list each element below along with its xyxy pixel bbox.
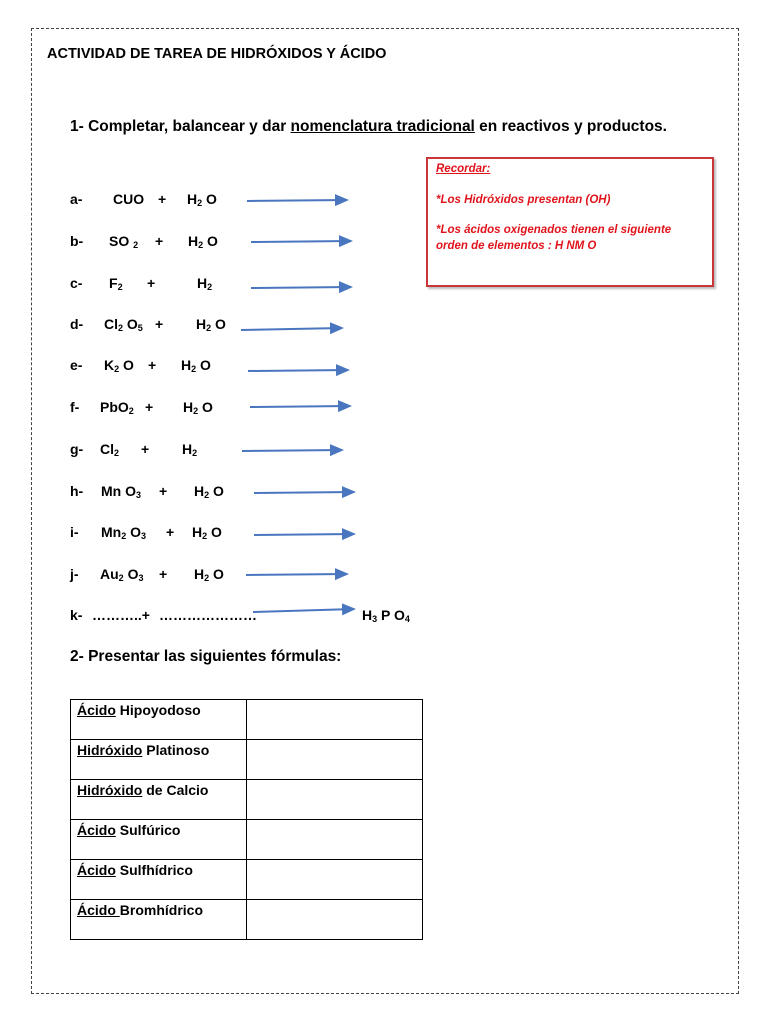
reactant-1: $K_2$ O	[104, 357, 134, 374]
formula-answer-cell[interactable]	[247, 820, 423, 860]
formula-name: Ácido Bromhídrico	[71, 900, 247, 940]
reminder-line-1: *Los Hidróxidos presentan (OH)	[436, 194, 611, 206]
table-row	[71, 780, 423, 820]
reminder-title: Recordar:	[436, 163, 491, 175]
reaction-label: h-	[70, 483, 84, 499]
question-1-prefix: 1- Completar, balancear y dar	[70, 118, 291, 135]
page-title: ACTIVIDAD DE TAREA DE HIDRÓXIDOS Y ÁCIDO	[47, 46, 387, 62]
reactant-2: $H_2$ O	[194, 483, 224, 500]
formula-answer-cell[interactable]	[247, 740, 423, 780]
right-arrow-icon	[254, 492, 354, 493]
right-arrow-icon	[248, 370, 348, 371]
reactant-1: $Au_2$ $O_3$	[100, 566, 144, 583]
plus-sign: +	[141, 441, 150, 457]
reminder-line-2: *Los ácidos oxigenados tienen el siguiente orden de elementos : H NM O	[436, 224, 672, 252]
right-arrow-icon	[253, 609, 354, 612]
plus-sign: +	[155, 233, 164, 249]
table-row	[71, 820, 423, 860]
formula-name: Hidróxido de Calcio	[71, 780, 247, 820]
formula-answer-cell[interactable]	[247, 780, 423, 820]
reactant-1: $F_2$	[109, 275, 123, 292]
formula-answer-cell[interactable]	[247, 700, 423, 740]
reaction-label: i-	[70, 524, 79, 540]
right-arrow-icon	[241, 328, 342, 330]
reactant-1: SO $_2$	[109, 233, 139, 250]
reactant-2: $H_2$ O	[181, 357, 211, 374]
question-2: 2- Presentar las siguientes fórmulas:	[70, 648, 342, 665]
question-1-underlined: nomenclatura tradicional	[290, 118, 475, 135]
reaction-label: g-	[70, 441, 84, 457]
formulas-table	[70, 699, 423, 940]
table-row	[71, 740, 423, 780]
reactant-2: $H_2$	[182, 441, 198, 458]
reactant-2: $H_2$ O	[196, 316, 226, 333]
reaction-label: e-	[70, 357, 83, 373]
right-arrow-icon	[247, 200, 347, 201]
table-row	[71, 700, 423, 740]
plus-sign: +	[145, 399, 154, 415]
reactant-1: $Mn_2$ $O_3$	[101, 524, 147, 541]
right-arrow-icon	[246, 574, 347, 575]
reactant-1: Mn $O_3$	[101, 483, 142, 500]
product: $H_3$ P $O_4$	[362, 607, 410, 624]
reaction-label: f-	[70, 399, 80, 415]
formula-name: Hidróxido Platinoso	[71, 740, 247, 780]
reactant-2: $H_2$ O	[194, 566, 224, 583]
formula-name: Ácido Sulfhídrico	[71, 860, 247, 900]
right-arrow-icon	[250, 406, 350, 407]
reaction-label: c-	[70, 275, 83, 291]
blank-reactant-1: ………..+	[92, 607, 150, 623]
plus-sign: +	[159, 566, 168, 582]
right-arrow-icon	[251, 241, 351, 242]
formula-name: Ácido Sulfúrico	[71, 820, 247, 860]
right-arrow-icon	[251, 287, 351, 288]
reactant-1: PbO$_2$	[100, 399, 134, 416]
table-row	[71, 900, 423, 940]
table-row	[71, 860, 423, 900]
reactant-1: $Cl_2$	[100, 441, 120, 458]
reactant-1: CUO	[113, 191, 145, 207]
reactant-1: $Cl_2$ $O_5$	[104, 316, 143, 333]
reaction-label: d-	[70, 316, 84, 332]
plus-sign: +	[158, 191, 167, 207]
reactant-2: $H_2$ O	[183, 399, 213, 416]
reactant-2: $H_2$	[197, 275, 213, 292]
reactant-2: $H_2$ O	[188, 233, 218, 250]
reactant-2: $H_2$ O	[192, 524, 222, 541]
reaction-label: j-	[70, 566, 79, 582]
reaction-label: b-	[70, 233, 84, 249]
reactant-2: $H_2$ O	[187, 191, 217, 208]
formula-answer-cell[interactable]	[247, 860, 423, 900]
reaction-label: a-	[70, 191, 83, 207]
plus-sign: +	[147, 275, 156, 291]
formula-answer-cell[interactable]	[247, 900, 423, 940]
formula-name: Ácido Hipoyodoso	[71, 700, 247, 740]
plus-sign: +	[159, 483, 168, 499]
plus-sign: +	[166, 524, 175, 540]
plus-sign: +	[155, 316, 164, 332]
right-arrow-icon	[254, 534, 354, 535]
plus-sign: +	[148, 357, 157, 373]
right-arrow-icon	[242, 450, 342, 451]
reaction-label: k-	[70, 607, 83, 623]
question-1-suffix: en reactivos y productos.	[474, 118, 667, 135]
blank-reactant-2: …………………	[159, 607, 257, 623]
